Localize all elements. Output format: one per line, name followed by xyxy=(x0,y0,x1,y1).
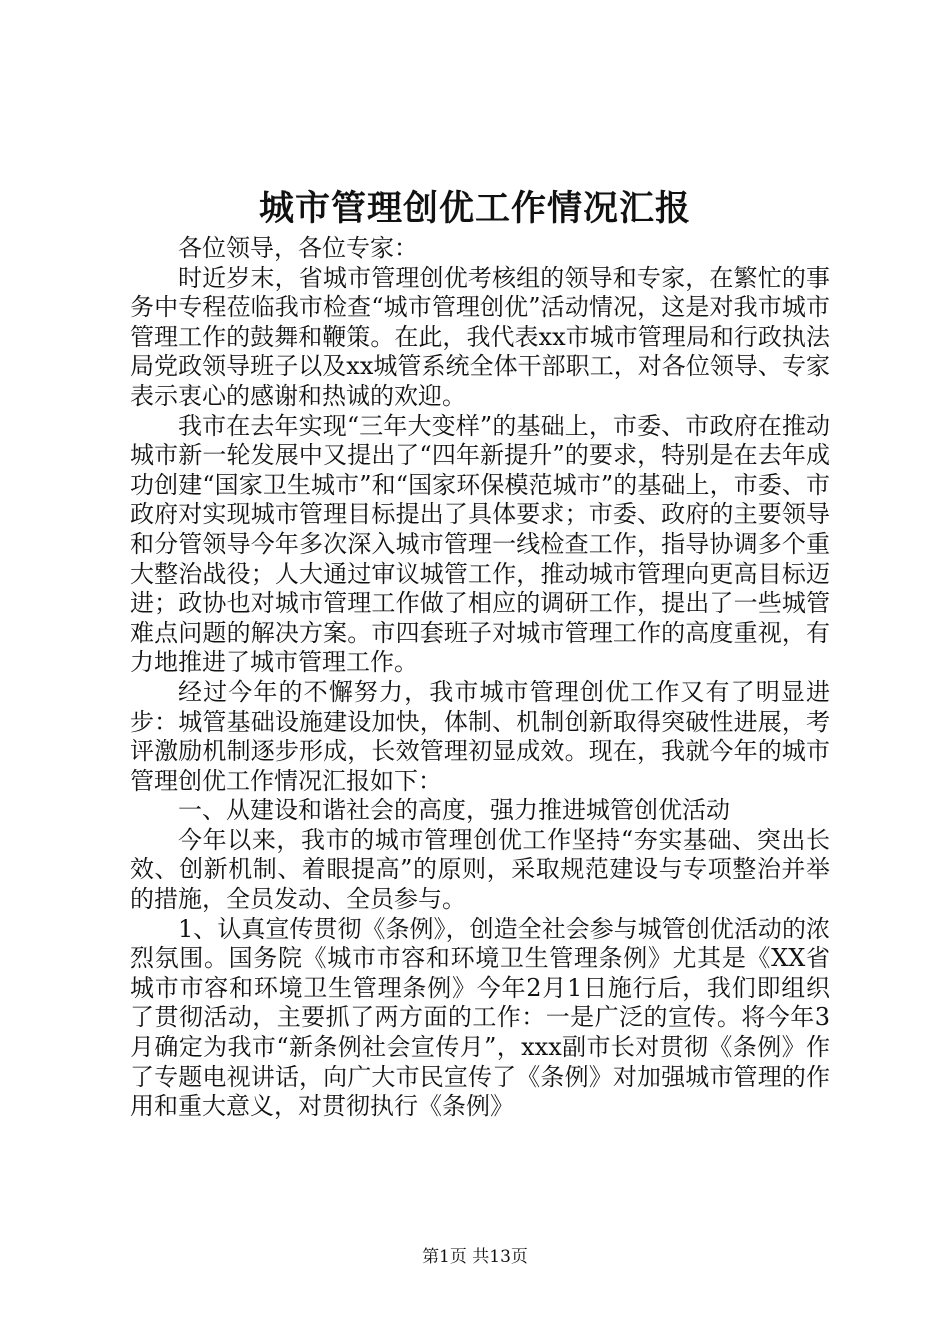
paragraph-intro: 时近岁末，省城市管理创优考核组的领导和专家，在繁忙的事务中专程莅临我市检查“城市管理创优”活动情况，这是对我市城市管理工作的鼓舞和鞭策。在此，我代表xx市城市管理局和行政执法局党政领导班子以及xx城管系统全体干部职工，对各位领导、专家表示衷心的感谢和热诚的欢迎。 xyxy=(130,263,830,410)
page-number-footer: 第1页 共13页 xyxy=(422,1247,528,1267)
section-heading-1: 一、从建设和谐社会的高度，强力推进城管创优活动 xyxy=(178,796,730,825)
document-title: 城市管理创优工作情况汇报 xyxy=(258,188,691,229)
paragraph-item-1: 1、认真宣传贯彻《条例》，创造全社会参与城管创优活动的浓烈氛围。国务院《城市市容和环境卫生管理条例》尤其是《XX省城市市容和环境卫生管理条例》今年2月1日施行后，我们即组织了贯彻活动，主要抓了两方面的工作：一是广泛的宣传。将今年3月确定为我市“新条例社会宣传月”，xxx副市长对贯彻《条例》作了专题电视讲话，向广大市民宣传了《条例》对加强城市管理的作用和重大意义，对贯彻执行《条例》 xyxy=(130,914,830,1121)
document-body xyxy=(130,234,830,1122)
paragraph-principles: 今年以来，我市的城市管理创优工作坚持“夯实基础、突出长效、创新机制、着眼提高”的原则，采取规范建设与专项整治并举的措施，全员发动、全员参与。 xyxy=(130,825,830,914)
paragraph-progress: 经过今年的不懈努力，我市城市管理创优工作又有了明显进步：城管基础设施建设加快，体制、机制创新取得突破性进展，考评激励机制逐步形成，长效管理初显成效。现在，我就今年的城市管理创优工作情况汇报如下： xyxy=(130,677,830,795)
salutation: 各位领导，各位专家： xyxy=(178,234,418,262)
paragraph-background: 我市在去年实现“三年大变样”的基础上，市委、市政府在推动城市新一轮发展中又提出了“四年新提升”的要求，特别是在去年成功创建“国家卫生城市”和“国家环保模范城市”的基础上，市委、市政府对实现城市管理目标提出了具体要求；市委、政府的主要领导和分管领导今年多次深入城市管理一线检查工作，指导协调多个重大整治战役；人大通过审议城管工作，推动城市管理向更高目标迈进；政协也对城市管理工作做了相应的调研工作，提出了一些城管难点问题的解决方案。市四套班子对城市管理工作的高度重视，有力地推进了城市管理工作。 xyxy=(130,411,830,677)
